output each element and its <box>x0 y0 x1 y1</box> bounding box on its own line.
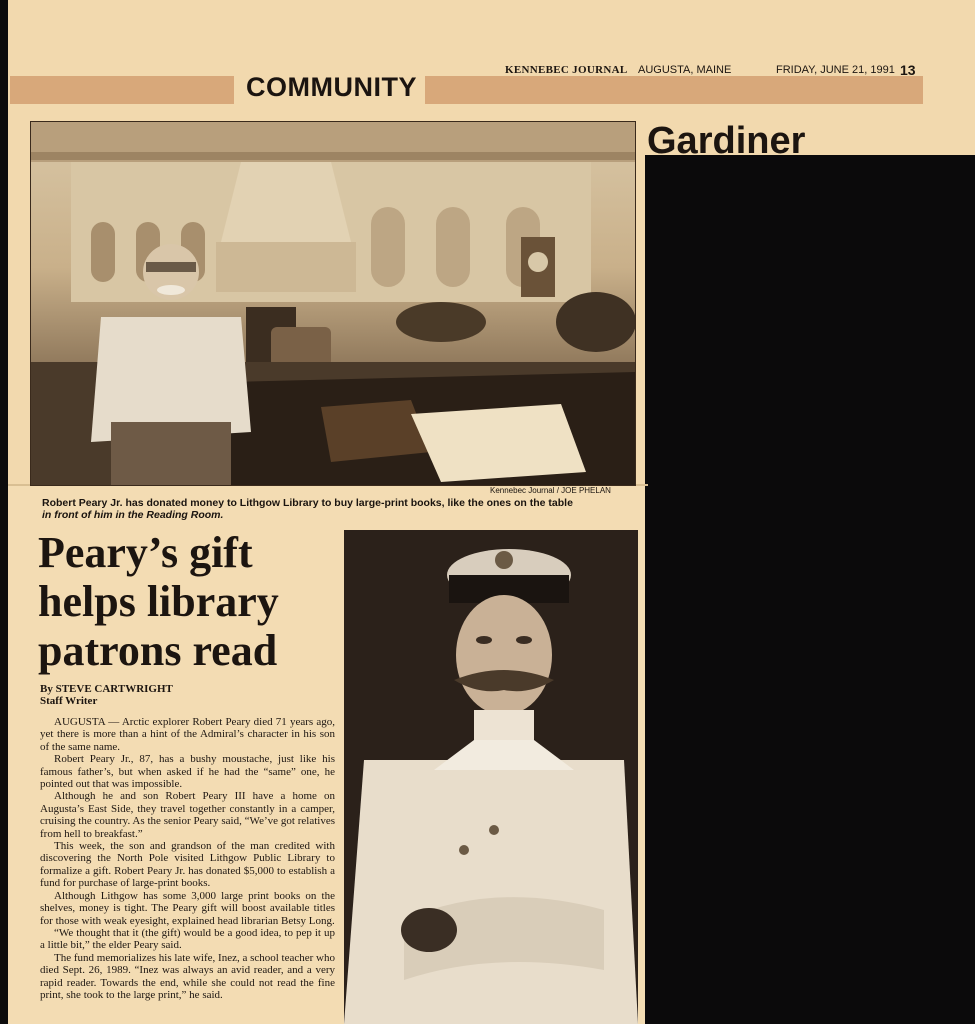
article-paragraph: This week, the son and grandson of the man credited with discovering the North Pole visited Lithgow Public Library to formalize a gift. Robert Peary Jr. has donated $5,000 to establish a fund for purchase of large-print books. <box>40 840 335 890</box>
article-headline: Peary’s gift helps library patrons read <box>38 528 279 675</box>
section-band-right <box>425 76 923 104</box>
scan-background <box>645 155 975 1024</box>
section-band-left <box>10 76 234 104</box>
adjacent-headline: Gardiner <box>647 120 806 162</box>
photo-credit: Kennebec Journal / JOE PHELAN <box>490 486 611 495</box>
admiral-peary-portrait-photo <box>344 530 638 1024</box>
article-paragraph: AUGUSTA — Arctic explorer Robert Peary died 71 years ago, yet there is more than a hint of the Admiral’s character in his son of the same name. <box>40 716 335 753</box>
article-paragraph: Robert Peary Jr., 87, has a bushy moustache, just like his famous father’s, but when asked if he had the “same” one, he pointed out that was impossible. <box>40 753 335 791</box>
byline-author: By STEVE CARTWRIGHT <box>40 683 173 695</box>
newspaper-name: KENNEBEC JOURNAL <box>505 64 628 76</box>
newspaper-date: FRIDAY, JUNE 21, 1991 <box>776 64 895 76</box>
article-paragraph: Although he and son Robert Peary III have a home on Augusta’s East Side, they travel together constantly in a camper, cruising the country. As the senior Peary said, “We’ve got relatives from hell to breakfast.” <box>40 790 335 840</box>
photo-caption <box>42 497 632 521</box>
section-title: COMMUNITY <box>246 72 417 102</box>
reading-room-illustration <box>31 122 635 485</box>
page-number: 13 <box>900 62 916 78</box>
article-body <box>40 716 335 1001</box>
photo-caption-continuation: in front of him in the Reading Room. <box>42 509 224 521</box>
article-byline <box>40 683 173 707</box>
byline-role: Staff Writer <box>40 695 98 707</box>
article-paragraph: Although Lithgow has some 3,000 large print books on the shelves, money is tight. The Peary gift will boost available titles for those with weak eyesight, explained head librarian Betsy Long. <box>40 889 335 927</box>
scan-left-edge <box>0 0 8 1024</box>
article-paragraph: “We thought that it (the gift) would be a good idea, to pep it up a little bit,” the elder Peary said. <box>40 926 335 952</box>
photo-caption-main: Robert Peary Jr. has donated money to Lithgow Library to buy large-print books, like the ones on the table <box>42 497 573 509</box>
library-reading-room-photo <box>30 121 636 486</box>
portrait-illustration <box>344 530 638 1024</box>
newspaper-city: AUGUSTA, MAINE <box>638 64 732 76</box>
article-paragraph: The fund memorializes his late wife, Inez, a school teacher who died Sept. 26, 1989. “Inez was always an avid reader, and a very rapid reader. Towards the end, while she could not read the fine print, she took to the large print,” he said. <box>40 951 335 1001</box>
